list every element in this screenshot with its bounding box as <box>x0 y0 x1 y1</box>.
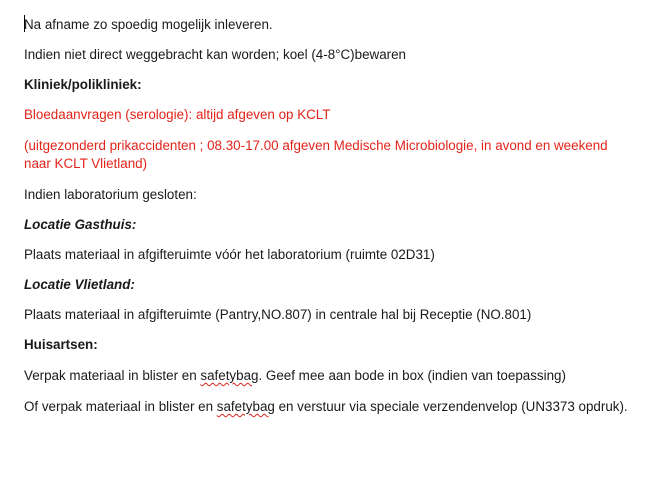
text-run: Verpak materiaal in blister en <box>24 368 201 383</box>
paragraph-exceptions: (uitgezonderd prikaccidenten ; 08.30-17.00 afgeven Medische Microbiologie, in avond en weekend naar KCLT Vlietland) <box>24 138 608 171</box>
paragraph-blood-requests: Bloedaanvragen (serologie): altijd afgeven op KCLT <box>24 107 331 122</box>
heading-locatie-vlietland: Locatie Vlietland: <box>24 277 135 292</box>
heading-locatie-gasthuis: Locatie Gasthuis: <box>24 217 137 232</box>
misspelled-word[interactable]: safetybag <box>216 399 275 414</box>
paragraph-gasthuis-instructions: Plaats materiaal in afgifteruimte vóór het laboratorium (ruimte 02D31) <box>24 247 435 262</box>
paragraph-vlietland-instructions: Plaats materiaal in afgifteruimte (Pantry,NO.807) in centrale hal bij Receptie (NO.801) <box>24 307 532 322</box>
heading-kliniek-polikliniek: Kliniek/polikliniek: <box>24 77 142 92</box>
paragraph-lab-closed: Indien laboratorium gesloten: <box>24 187 197 202</box>
text-run: en verstuur via speciale verzendenvelop (UN3373 opdruk). <box>274 399 628 414</box>
paragraph-package-envelope <box>24 398 629 416</box>
text-run: Of verpak materiaal in blister en <box>24 399 217 414</box>
heading-huisartsen: Huisartsen: <box>24 337 98 352</box>
text-run: . Geef mee aan bode in box (indien van toepassing) <box>258 368 566 383</box>
paragraph-package-bode <box>24 367 629 385</box>
paragraph-deliver-asap: Na afname zo spoedig mogelijk inleveren. <box>24 17 273 32</box>
misspelled-word[interactable]: safetybag <box>200 368 259 383</box>
paragraph-cool-storage: Indien niet direct weggebracht kan worden; koel (4-8°C)bewaren <box>24 47 406 62</box>
